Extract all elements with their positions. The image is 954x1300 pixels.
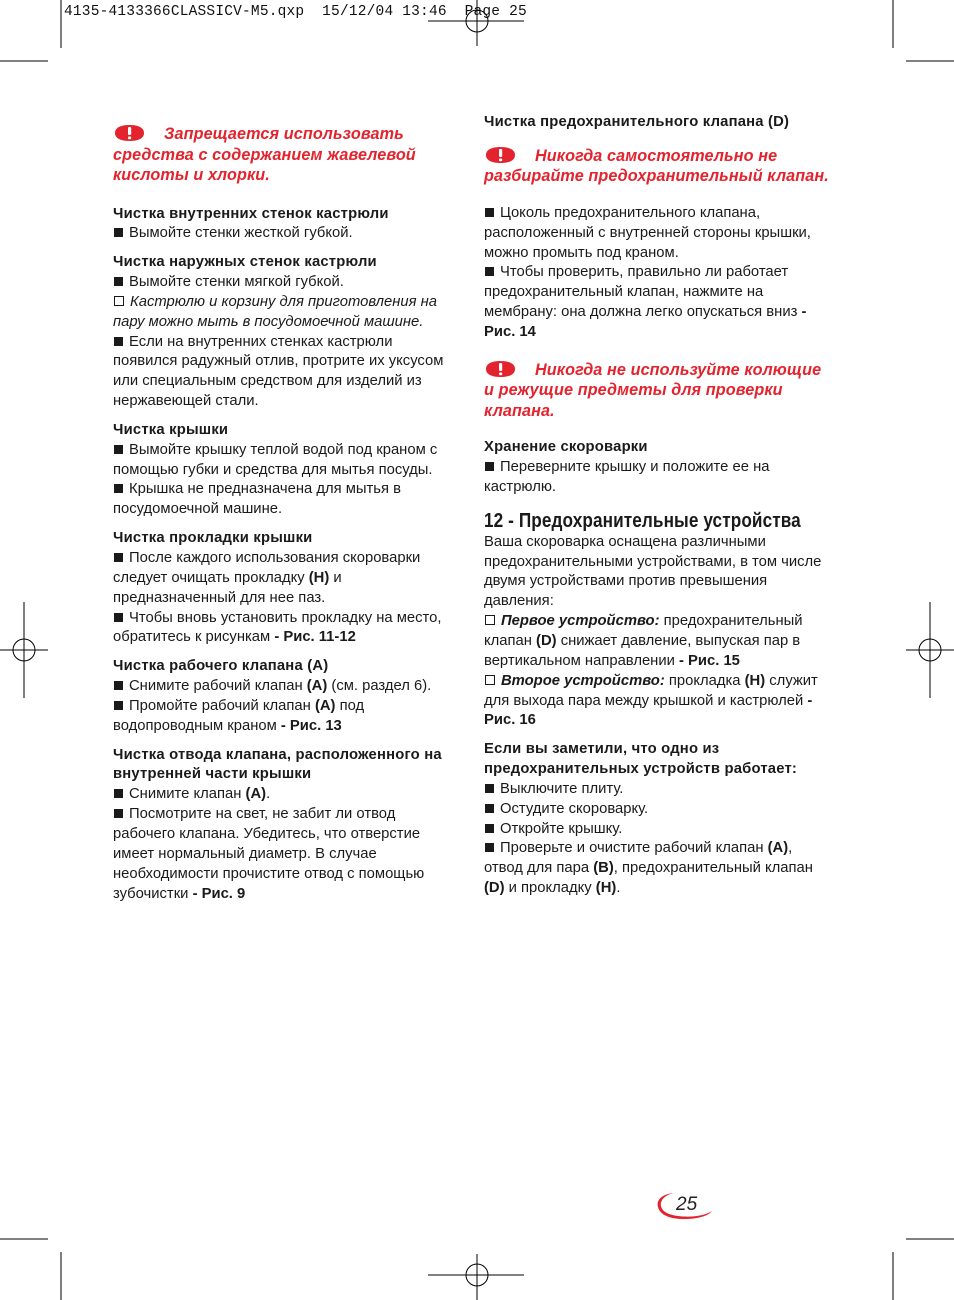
heading-if-triggered: Если вы заметили, что одно из предохранительных устройств работает: — [484, 741, 798, 778]
square-bullet — [114, 553, 123, 562]
warning-icon — [113, 124, 146, 142]
list-item: Вымойте стенки мягкой губкой. — [113, 273, 458, 293]
square-bullet — [114, 789, 123, 798]
heading-outer-walls: Чистка наружных стенок кастрюли — [113, 254, 377, 271]
square-bullet — [485, 208, 494, 217]
list-item: Вымойте крышку теплой водой под краном с помощью губки и средства для мытья посуды. — [113, 441, 438, 478]
square-bullet — [485, 267, 494, 276]
square-bullet — [114, 445, 123, 454]
list-item: Кастрюлю и корзину для приготовления на пару можно мыть в посудомоечной машине. — [113, 293, 437, 330]
right-column — [484, 113, 829, 899]
square-bullet — [485, 804, 494, 813]
square-bullet — [114, 613, 123, 622]
square-bullet — [485, 784, 494, 793]
list-item: Посмотрите на свет, не забит ли отвод рабочего клапана. Убедитесь, что отверстие имеет нормальный диаметр. В случае необходимости прочистите отвод с помощью зубочистки - Рис. 9 — [113, 806, 425, 902]
list-item: Чтобы вновь установить прокладку на место, обратитесь к рисункам - Рис. 11-12 — [113, 609, 442, 646]
list-item: Если на внутренних стенках кастрюли появился радужный отлив, протрите их уксусом или специальным средством для изделий из нержавеющей стали. — [113, 333, 444, 410]
heading-lid: Чистка крышки — [113, 421, 229, 438]
heading-operating-valve: Чистка рабочего клапана (А) — [113, 658, 329, 675]
registration-mark-bottom — [428, 1254, 524, 1300]
list-item: Снимите рабочий клапан (A) (см. раздел 6). — [113, 677, 458, 697]
left-column — [113, 124, 458, 904]
page-number: 25 — [676, 1194, 698, 1215]
square-bullet — [114, 228, 123, 237]
heading-storage: Хранение скороварки — [484, 439, 648, 456]
list-item: Цоколь предохранительного клапана, расположенный с внутренней стороны крышки, можно промыть под краном. — [484, 204, 811, 261]
square-bullet — [114, 681, 123, 690]
list-item: Проверьте и очистите рабочий клапан (A), отвод для пара (B), предохранительный клапан (D) и прокладку (H). — [484, 840, 813, 897]
square-bullet — [485, 843, 494, 852]
heading-safety-valve: Чистка предохранительного клапана (D) — [484, 114, 790, 130]
warning-icon — [484, 360, 517, 378]
list-item: Выключите плиту. — [484, 780, 829, 800]
warning-no-bleach — [113, 124, 458, 186]
heading-inner-walls: Чистка внутренних стенок кастрюли — [113, 205, 389, 222]
list-item: Откройте крышку. — [484, 820, 829, 840]
square-bullet — [485, 462, 494, 471]
square-bullet — [114, 277, 123, 286]
warning-no-sharp-objects — [484, 360, 829, 422]
list-item: Первое устройство: предохранительный клапан (D) снижает давление, выпуская пар в вертикальном направлении - Рис. 15 — [484, 613, 803, 669]
registration-mark-right — [906, 602, 954, 698]
warning-no-disassemble — [484, 146, 829, 187]
warning-text: Запрещается использовать средства с содержанием жавелевой кислоты и хлорки. — [113, 125, 416, 184]
warning-icon — [484, 146, 517, 164]
square-bullet — [114, 337, 123, 346]
square-bullet — [485, 824, 494, 833]
warning-text: Никогда самостоятельно не разбирайте предохранительный клапан. — [484, 146, 829, 186]
slug-line: 4135-4133366CLASSICV-M5.qxp 15/12/04 13:46 Page 25 — [64, 4, 527, 20]
hollow-square-bullet — [485, 615, 495, 625]
section-intro: Ваша скороварка оснащена различными предохранительными устройствами, в том числе двумя устройствами против превышения давления: — [484, 533, 822, 610]
list-item: Снимите клапан (A). — [113, 785, 458, 805]
list-item: Вымойте стенки жесткой губкой. — [113, 224, 458, 244]
page-number-badge — [654, 1189, 714, 1223]
registration-mark-left — [0, 602, 48, 698]
square-bullet — [114, 701, 123, 710]
square-bullet — [114, 484, 123, 493]
heading-valve-outlet: Чистка отвода клапана, расположенного на внутренней части крышки — [113, 746, 442, 783]
heading-gasket: Чистка прокладки крышки — [113, 530, 313, 547]
list-item: Промойте рабочий клапан (A) под водопроводным краном - Рис. 13 — [113, 697, 365, 734]
square-bullet — [114, 809, 123, 818]
list-item: После каждого использования скороварки следует очищать прокладку (H) и предназначенный для нее паз. — [113, 550, 421, 606]
list-item: Крышка не предназначена для мытья в посудомоечной машине. — [113, 481, 402, 518]
section-title: 12 - Предохранительные устройства — [484, 509, 801, 532]
hollow-square-bullet — [485, 675, 495, 685]
list-item: Переверните крышку и положите ее на кастрюлю. — [484, 459, 770, 495]
hollow-square-bullet — [114, 296, 124, 306]
list-item: Второе устройство: прокладка (H) служит для выхода пара между крышкой и кастрюлей - Рис. 16 — [484, 672, 818, 729]
warning-text: Никогда не используйте колющие и режущие предметы для проверки клапана. — [484, 360, 822, 420]
list-item: Остудите скороварку. — [484, 800, 829, 820]
list-item: Чтобы проверить, правильно ли работает предохранительный клапан, нажмите на мембрану: она должна легко опускаться вниз - Рис. 14 — [484, 264, 807, 340]
